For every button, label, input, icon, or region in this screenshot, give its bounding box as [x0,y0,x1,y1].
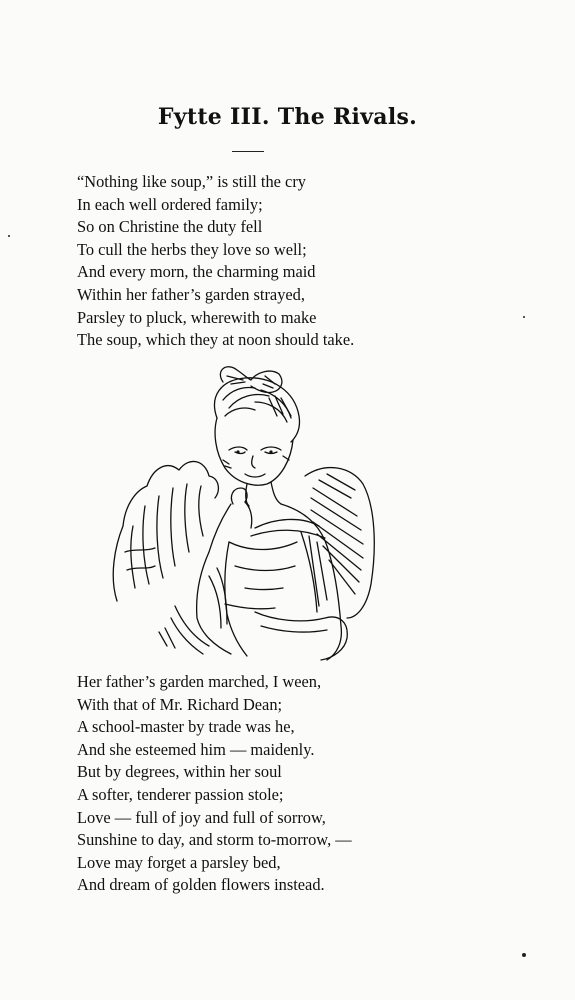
engraving-girl-with-hair-bow-icon [105,356,385,672]
poem-line: “Nothing like soup,” is still the cry [77,172,306,191]
poem-line: Her father’s garden marched, I ween, [77,672,322,691]
poem-line: But by degrees, within her soul [77,762,282,782]
page-title: Fytte III. The Rivals. [157,104,418,130]
poem-line: To cull the herbs they love so well; [77,239,307,259]
poem-line: A school-master by trade was he, [77,717,295,737]
ink-speck [523,316,525,318]
poem-line: Within her father’s garden strayed, [77,284,305,304]
title-divider [232,151,264,152]
poem-line: And dream of golden flowers instead. [77,875,325,895]
stanza-two [77,671,352,897]
ink-speck [522,953,526,957]
ink-speck [8,235,10,237]
poem-line: Sunshine to day, and storm to-morrow, — [77,830,352,850]
poem-line: In each well ordered family; [77,194,263,214]
poem-line: So on Christine the duty fell [77,217,263,237]
poem-line: Love may forget a parsley bed, [77,852,281,872]
poem-line: Parsley to pluck, wherewith to make [77,307,317,327]
poem-line: And every morn, the charming maid [77,262,316,282]
poem-line: Love — full of joy and full of sorrow, [77,807,326,827]
poem-line: The soup, which they at noon should take. [77,330,355,350]
poem-line: And she esteemed him — maidenly. [77,739,315,759]
poem-line: With that of Mr. Richard Dean; [77,694,283,714]
stanza-one [77,171,354,352]
poem-line: A softer, tenderer passion stole; [77,784,284,804]
